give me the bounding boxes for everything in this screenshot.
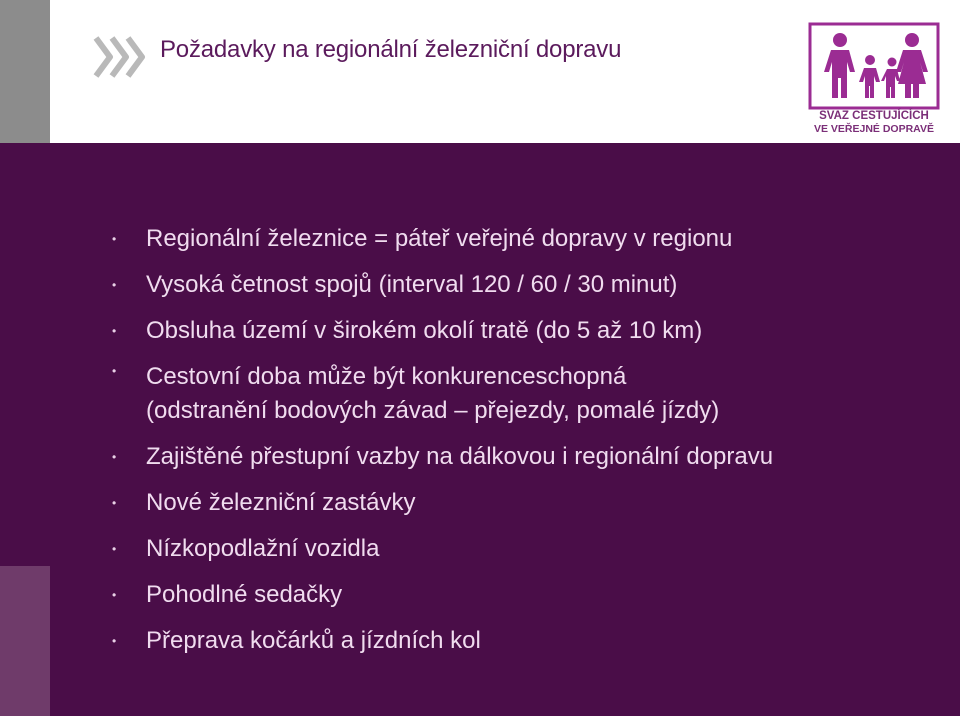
- logo-text-line1: SVAZ CESTUJÍCÍCH: [819, 110, 929, 122]
- bullet-dot-icon: •: [112, 450, 117, 464]
- bullet-list: [112, 216, 942, 664]
- left-panel: [0, 143, 50, 566]
- bullet-text: Přeprava kočárků a jízdních kol: [146, 627, 481, 654]
- bullet-item: [112, 354, 942, 434]
- bullet-item: [112, 480, 942, 526]
- bullet-dot-icon: •: [112, 324, 117, 338]
- bullet-text: Obsluha území v širokém okolí tratě (do 5 až 10 km): [146, 317, 703, 344]
- bullet-text: Nové železniční zastávky: [146, 489, 416, 516]
- left-accent-strip: [0, 566, 50, 716]
- bullet-text: Cestovní doba může být konkurenceschopná: [146, 363, 627, 390]
- bullet-item: [112, 526, 942, 572]
- bullet-text-continuation: (odstranění bodových závad – přejezdy, pomalé jízdy): [146, 397, 720, 424]
- slide-title: Požadavky na regionální železniční dopravu: [160, 36, 622, 63]
- bullet-dot-icon: •: [112, 232, 117, 246]
- bullet-text: Zajištěné přestupní vazby na dálkovou i regionální dopravu: [146, 443, 774, 470]
- logo-text-line2: VE VEŘEJNÉ DOPRAVĚ: [813, 123, 934, 135]
- bullet-dot-icon: •: [112, 496, 117, 510]
- bullet-item: [112, 308, 942, 354]
- bullet-text: Regionální železnice = páteř veřejné dopravy v regionu: [146, 225, 733, 252]
- bullet-text: Vysoká četnost spojů (interval 120 / 60 / 30 minut): [146, 271, 678, 298]
- triple-chevron-right-icon: [92, 34, 150, 80]
- bullet-dot-icon: •: [112, 634, 117, 648]
- bullet-dot-icon: •: [112, 542, 117, 556]
- bullet-text: Nízkopodlažní vozidla: [146, 535, 380, 562]
- bullet-item: [112, 434, 942, 480]
- bullet-item: [112, 216, 942, 262]
- bullet-dot-icon: •: [112, 588, 117, 602]
- bullet-text: Pohodlné sedačky: [146, 581, 343, 608]
- bullet-item: [112, 618, 942, 664]
- bullet-dot-icon: •: [112, 364, 117, 378]
- bullet-item: [112, 262, 942, 308]
- bullet-item: [112, 572, 942, 618]
- header-gray-bar: [0, 0, 50, 143]
- bullet-dot-icon: •: [112, 278, 117, 292]
